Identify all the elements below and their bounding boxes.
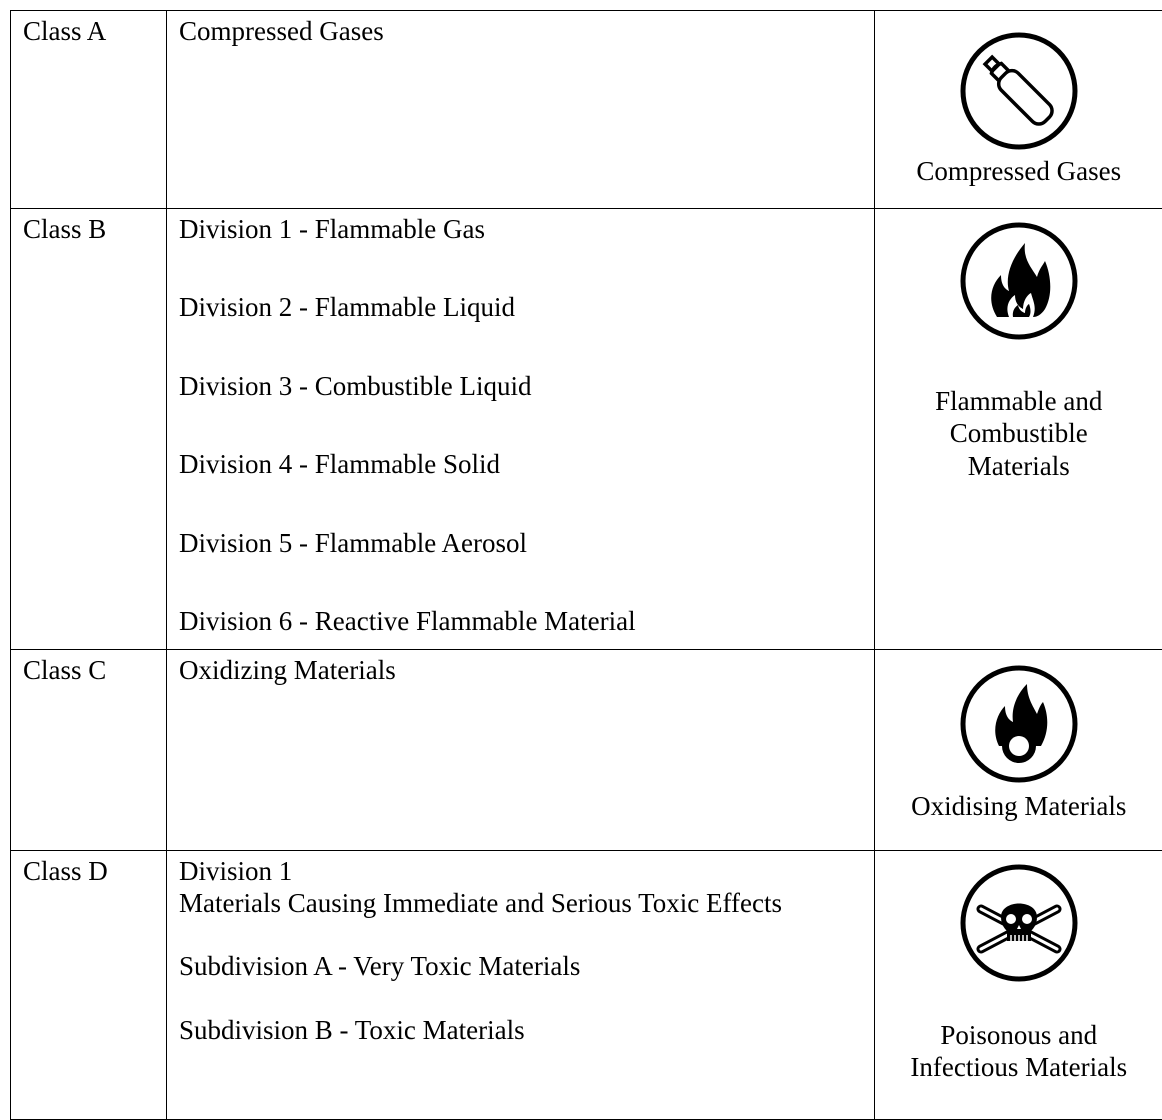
table-row-class-b bbox=[11, 209, 1162, 650]
division-cell bbox=[167, 851, 875, 1120]
class-label: Class B bbox=[23, 214, 106, 244]
division-text: Oxidizing Materials bbox=[179, 655, 396, 685]
division-text: Compressed Gases bbox=[179, 16, 384, 46]
division-cell bbox=[167, 209, 875, 650]
class-label: Class D bbox=[23, 856, 108, 886]
symbol-cell bbox=[875, 209, 1162, 650]
hazard-class-table-container bbox=[10, 10, 1162, 1120]
division-text: Division 6 - Reactive Flammable Material bbox=[179, 605, 862, 637]
flame-icon bbox=[957, 219, 1081, 343]
division-cell bbox=[167, 650, 875, 851]
division-cell bbox=[167, 11, 875, 209]
class-cell bbox=[11, 11, 167, 209]
division-text: Division 5 - Flammable Aerosol bbox=[179, 527, 862, 559]
symbol-label-line: Infectious Materials bbox=[879, 1051, 1159, 1083]
skull-crossbones-icon bbox=[957, 861, 1081, 985]
symbol-label bbox=[879, 385, 1159, 482]
class-cell bbox=[11, 851, 167, 1120]
flame-over-circle-icon bbox=[957, 662, 1081, 786]
division-text: Division 3 - Combustible Liquid bbox=[179, 370, 862, 402]
division-block bbox=[179, 855, 862, 920]
class-cell bbox=[11, 209, 167, 650]
division-heading: Division 1 bbox=[179, 855, 862, 887]
symbol-label: Oxidising Materials bbox=[879, 790, 1159, 822]
symbol-label-line: Materials bbox=[879, 450, 1159, 482]
symbol-cell bbox=[875, 650, 1162, 851]
class-label: Class C bbox=[23, 655, 106, 685]
table-row-class-d bbox=[11, 851, 1162, 1120]
hazard-class-table bbox=[10, 10, 1162, 1120]
subdivision-text: Subdivision A - Very Toxic Materials bbox=[179, 950, 862, 982]
symbol-label-line: Combustible bbox=[879, 417, 1159, 449]
division-text: Division 4 - Flammable Solid bbox=[179, 448, 862, 480]
division-description: Materials Causing Immediate and Serious Toxic Effects bbox=[179, 887, 862, 919]
subdivision-text: Subdivision B - Toxic Materials bbox=[179, 1014, 862, 1046]
division-text: Division 2 - Flammable Liquid bbox=[179, 291, 862, 323]
class-cell bbox=[11, 650, 167, 851]
symbol-label bbox=[879, 1019, 1159, 1084]
symbol-label-line: Poisonous and bbox=[879, 1019, 1159, 1051]
gas-cylinder-icon bbox=[957, 29, 1081, 153]
division-text: Division 1 - Flammable Gas bbox=[179, 213, 862, 245]
symbol-cell bbox=[875, 11, 1162, 209]
table-row-class-a bbox=[11, 11, 1162, 209]
table-row-class-c bbox=[11, 650, 1162, 851]
symbol-cell bbox=[875, 851, 1162, 1120]
class-label: Class A bbox=[23, 16, 106, 46]
symbol-label: Compressed Gases bbox=[879, 155, 1159, 187]
symbol-label-line: Flammable and bbox=[879, 385, 1159, 417]
